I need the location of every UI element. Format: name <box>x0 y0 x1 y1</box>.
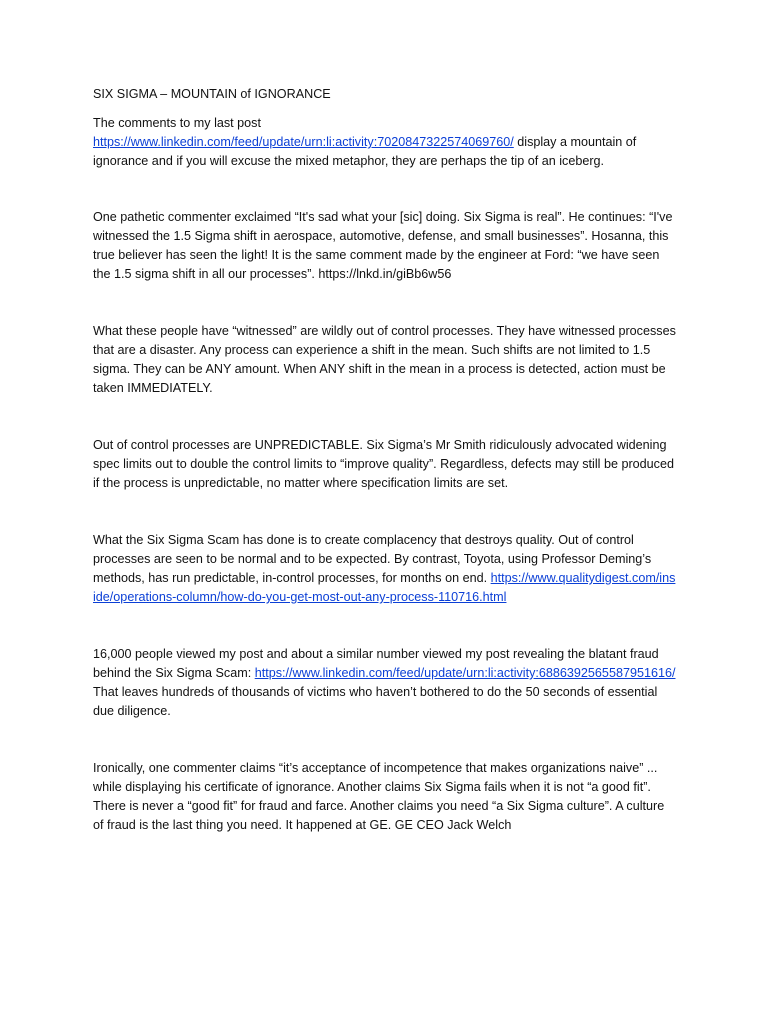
paragraph-4: Out of control processes are UNPREDICTABLE. Six Sigma’s Mr Smith ridiculously advocated widening spec limits out to double the control limits to “improve quality”. Regardless, defects may still be produced if the process is unpredictable, no matter where specification limits are set. <box>93 438 674 490</box>
linkedin-post-link-2[interactable]: https://www.linkedin.com/feed/update/urn:li:activity:6886392565587951616/ <box>254 666 676 680</box>
paragraph-2: One pathetic commenter exclaimed “It's sad what your [sic] doing. Six Sigma is real”. He continues: “I've witnessed the 1.5 Sigma shift in aerospace, automotive, defense, and small businesses”. Hosanna, this true believer has seen the light! It is the same comment made by the engineer at Ford: “we have seen the 1.5 sigma shift in all our processes”. https://lnkd.in/giBb6w56 <box>93 210 673 281</box>
paragraph-5-text: What the Six Sigma Scam has done is to create complacency that destroys quality. Out of control processes are seen to be normal and to be expected. By contrast, Toyota, using Professor Deming’s methods, has run predictable, in-control processes, for months on end. <box>93 533 652 585</box>
qualitydigest-article-link[interactable]: https://www.qualitydigest.com/inside/operations-column/how-do-you-get-most-out-any-process-110716.html <box>93 571 676 604</box>
paragraph-1-text: display a mountain of ignorance and if you will excuse the mixed metaphor, they are perhaps the tip of an iceberg. <box>93 135 637 168</box>
paragraph-1-intro: The comments to my last post <box>93 116 261 130</box>
paragraph-6-tail: That leaves hundreds of thousands of victims who haven’t bothered to do the 50 seconds of essential due diligence. <box>93 685 658 718</box>
paragraph-6-text: 16,000 people viewed my post and about a similar number viewed my post revealing the blatant fraud behind the Six Sigma Scam: <box>93 647 659 680</box>
paragraph-6 <box>93 645 678 721</box>
document-body <box>93 85 678 873</box>
paragraph-1 <box>93 114 678 171</box>
linkedin-post-link-1[interactable]: https://www.linkedin.com/feed/update/urn:li:activity:7020847322574069760/ <box>93 135 514 149</box>
paragraph-5 <box>93 531 678 607</box>
document-title: SIX SIGMA – MOUNTAIN of IGNORANCE <box>93 87 331 101</box>
paragraph-3: What these people have “witnessed” are wildly out of control processes. They have witnessed processes that are a disaster. Any process can experience a shift in the mean. Such shifts are not limited to 1.5 sigma. They can be ANY amount. When ANY shift in the mean in a process is detected, action must be taken IMMEDIATELY. <box>93 324 676 395</box>
paragraph-7: Ironically, one commenter claims “it’s acceptance of incompetence that makes organizations naive” ... while displaying his certificate of ignorance. Another claims Six Sigma fails when it is not “a good fit”. There is never a “good fit” for fraud and farce. Another claims you need “a Six Sigma culture”. A culture of fraud is the last thing you need. It happened at GE. GE CEO Jack Welch <box>93 761 665 832</box>
